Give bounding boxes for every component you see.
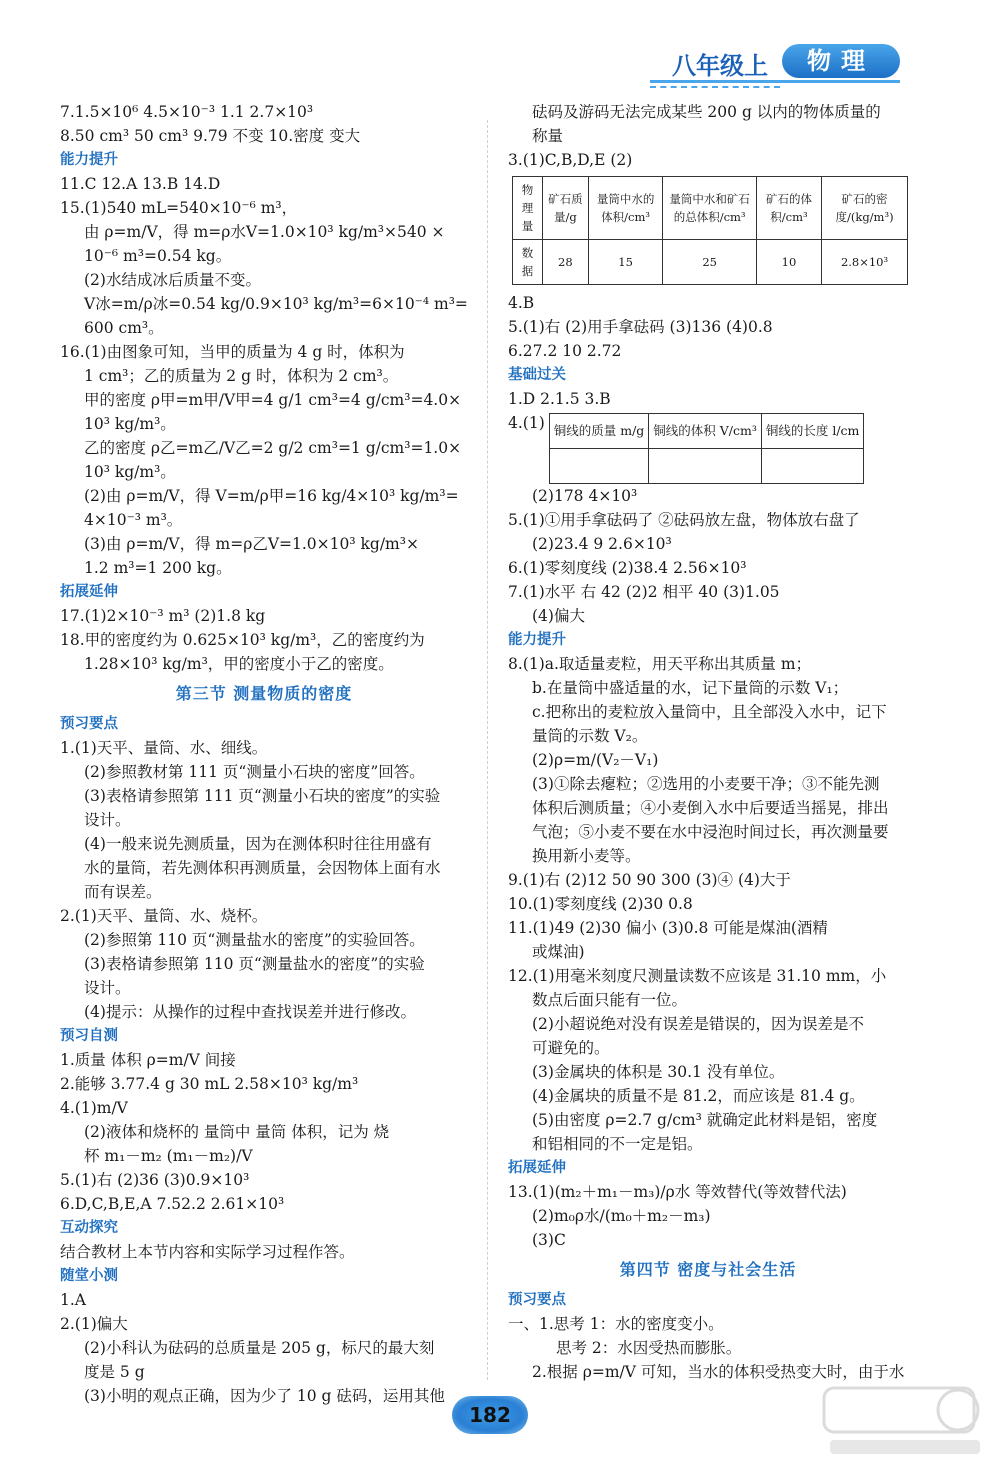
answer-line: 2.(1)天平、量筒、水、烧杯。 (60, 907, 268, 925)
answer-line: 气泡；⑤小麦不要在水中浸泡时间过长，再次测量要 (532, 823, 889, 841)
subheading: 预习要点 (60, 716, 118, 732)
table-header-cell: 量筒中水和矿石的总体积/cm³ (663, 177, 756, 240)
answer-line: (5)由密度 ρ=2.7 g/cm³ 就确定此材料是铝，密度 (532, 1111, 878, 1129)
section-title: 第三节 测量物质的密度 (175, 684, 353, 703)
table-cell (649, 449, 762, 484)
table-header-cell: 铜线的体积 V/cm³ (649, 414, 762, 449)
answer-line: (3)金属块的体积是 30.1 没有单位。 (532, 1063, 785, 1081)
answer-line: (3)①除去瘪粒；②选用的小麦要干净；③不能先测 (532, 775, 880, 793)
answer-line: 11.(1)49 (2)30 偏小 (3)0.8 可能是煤油(酒精 (508, 919, 828, 937)
page-header (580, 44, 900, 84)
subheading: 能力提升 (508, 632, 566, 648)
answer-line: 2.(1)偏大 (60, 1315, 128, 1333)
answer-line: 量筒的示数 V₂。 (532, 727, 648, 745)
answer-line: 和铝相同的不一定是铝。 (532, 1135, 703, 1153)
table-cell: 数据 (513, 240, 543, 285)
answer-line: (2)小科认为砝码的总质量是 205 g，标尺的最大刻 (84, 1339, 435, 1357)
answer-line: 体积后测质量；④小麦倒入水中后要适当摇晃，排出 (532, 799, 889, 817)
answer-line: 4.(1)m/V (60, 1099, 128, 1117)
answer-line: 1.28×10³ kg/m³，甲的密度小于乙的密度。 (84, 655, 394, 673)
answer-line: 可避免的。 (532, 1039, 610, 1057)
answer-line: 乙的密度 ρ乙=m乙/V乙=2 g/2 cm³=1 g/cm³=1.0× (84, 439, 462, 457)
subheading: 互动探究 (60, 1220, 118, 1236)
table-header-row (549, 414, 864, 449)
answer-line: 8.(1)a.取适量麦粒，用天平称出其质量 m； (508, 655, 812, 673)
answer-line: (3)表格请参照第 110 页“测量盐水的密度”的实验 (84, 955, 425, 973)
answer-line: 6.D,C,B,E,A 7.52.2 2.61×10³ (60, 1195, 285, 1213)
answer-line: 2.根据 ρ=m/V 可知，当水的体积受热变大时，由于水 (532, 1363, 905, 1381)
answer-line: 6.(1)零刻度线 (2)38.4 2.56×10³ (508, 559, 747, 577)
subject-badge: 物理 (782, 44, 900, 78)
answer-line: 7.(1)水平 右 42 (2)2 相平 40 (3)1.05 (508, 583, 780, 601)
column-divider (487, 120, 488, 1380)
table-header-row (513, 177, 908, 240)
header-underline (650, 80, 900, 83)
answer-line: 2.能够 3.77.4 g 30 mL 2.58×10³ kg/m³ (60, 1075, 359, 1093)
table-cell (761, 449, 864, 484)
answer-line: 或煤油) (532, 943, 585, 961)
answer-line: 5.(1)右 (2)36 (3)0.9×10³ (60, 1171, 250, 1189)
answer-line: 1.(1)天平、量筒、水、细线。 (60, 739, 268, 757)
table-cell: 15 (588, 240, 663, 285)
copper-wire-table (549, 413, 865, 484)
subheading: 基础过关 (508, 367, 566, 383)
table-header-cell: 铜线的长度 l/cm (761, 414, 864, 449)
answer-line: c.把称出的麦粒放入量筒中，且全部没入水中，记下 (532, 703, 887, 721)
answer-line: 结合教材上本节内容和实际学习过程作答。 (60, 1243, 355, 1261)
table-row (513, 240, 908, 285)
answer-line: (3)表格请参照第 111 页“测量小石块的密度”的实验 (84, 787, 441, 805)
question-4-row (508, 411, 908, 484)
answer-line: 设计。 (84, 979, 131, 997)
answer-line: 砝码及游码无法完成某些 200 g 以内的物体质量的 (532, 103, 881, 121)
subheading: 拓展延伸 (508, 1160, 566, 1176)
answer-line: 1.2 m³=1 200 kg。 (84, 559, 232, 577)
answer-line: 18.甲的密度约为 0.625×10³ kg/m³，乙的密度约为 (60, 631, 425, 649)
answer-line: 度是 5 g (84, 1363, 145, 1381)
answer-line: b.在量筒中盛适量的水，记下量筒的示数 V₁； (532, 679, 849, 697)
subheading: 随堂小测 (60, 1268, 118, 1284)
answer-line: 1.A (60, 1291, 86, 1309)
answer-line: 换用新小麦等。 (532, 847, 641, 865)
answer-line: (2)由 ρ=m/V，得 V=m/ρ甲=16 kg/4×10³ kg/m³= (84, 487, 459, 505)
answer-line: 一、1.思考 1：水的密度变小。 (508, 1315, 724, 1333)
section-title: 第四节 密度与社会生活 (619, 1260, 797, 1279)
answer-line: 5.(1)右 (2)用手拿砝码 (3)136 (4)0.8 (508, 318, 773, 336)
table-header-cell: 矿石的密度/(kg/m³) (822, 177, 908, 240)
ore-density-table (512, 176, 908, 285)
answer-line: (2)液体和烧杯的 量筒中 量筒 体积，记为 烧 (84, 1123, 390, 1141)
subheading: 拓展延伸 (60, 584, 118, 600)
subheading: 预习自测 (60, 1028, 118, 1044)
answer-line: 1.D 2.1.5 3.B (508, 390, 611, 408)
answer-line: (2)小超说绝对没有误差是错误的，因为误差是不 (532, 1015, 864, 1033)
answer-line: (2)ρ=m/(V₂－V₁) (532, 751, 659, 769)
answer-line: (4)偏大 (532, 607, 585, 625)
table-header-cell: 铜线的质量 m/g (549, 414, 649, 449)
answer-line: 思考 2：水因受热而膨胀。 (556, 1339, 742, 1357)
answer-line: 6.27.2 10 2.72 (508, 342, 622, 360)
answer-line: 10⁻⁶ m³=0.54 kg。 (84, 247, 232, 265)
answer-line: 1 cm³；乙的质量为 2 g 时，体积为 2 cm³。 (84, 367, 399, 385)
right-column (508, 100, 908, 1384)
answer-line: (2)水结成冰后质量不变。 (84, 271, 261, 289)
answer-line: 10³ kg/m³。 (84, 463, 176, 481)
answer-line: 称量 (532, 127, 564, 145)
answer-line: (4)提示：从操作的过程中查找误差并进行修改。 (84, 1003, 416, 1021)
answer-line: 10.(1)零刻度线 (2)30 0.8 (508, 895, 693, 913)
table-row (549, 449, 864, 484)
table-header-cell: 矿石的体积/cm³ (756, 177, 821, 240)
answer-line: 17.(1)2×10⁻³ m³ (2)1.8 kg (60, 607, 266, 625)
grade-label: 八年级上 (672, 52, 768, 80)
answer-line: 15.(1)540 mL=540×10⁻⁶ m³， (60, 199, 298, 217)
answer-line: 5.(1)①用手拿砝码了 ②砝码放左盘，物体放右盘了 (508, 511, 860, 529)
answer-line: 8.50 cm³ 50 cm³ 9.79 不变 10.密度 变大 (60, 127, 361, 145)
answer-line: 11.C 12.A 13.B 14.D (60, 175, 221, 193)
answer-line: 7.1.5×10⁶ 4.5×10⁻³ 1.1 2.7×10³ (60, 103, 314, 121)
answer-line: (3)小明的观点正确，因为少了 10 g 砝码，运用其他 (84, 1387, 445, 1405)
answer-line: 13.(1)(m₂＋m₁－m₃)/ρ水 等效替代(等效替代法) (508, 1183, 847, 1201)
answer-line: 12.(1)用毫米刻度尺测量读数不应该是 31.10 mm，小 (508, 967, 887, 985)
table-cell: 25 (663, 240, 756, 285)
answer-line: 4.B (508, 294, 535, 312)
answer-line: (2)参照第 110 页“测量盐水的密度”的实验回答。 (84, 931, 425, 949)
page-number: 182 (452, 1396, 528, 1434)
answer-line: 3.(1)C,B,D,E (2) (508, 151, 633, 169)
answer-line: (3)由 ρ=m/V，得 m=ρ乙V=1.0×10³ kg/m³× (84, 535, 419, 553)
table-header-cell: 矿石质量/g (542, 177, 588, 240)
answer-line: 4.(1) (508, 414, 545, 432)
answer-line: 设计。 (84, 811, 131, 829)
table-cell: 10 (756, 240, 821, 285)
answer-line: 水的量筒，若先测体积再测质量，会因物体上面有水 (84, 859, 441, 877)
answer-line: 数点后面只能有一位。 (532, 991, 688, 1009)
answer-line: 甲的密度 ρ甲=m甲/V甲=4 g/1 cm³=4 g/cm³=4.0× (84, 391, 462, 409)
watermark-logo (820, 1380, 990, 1460)
answer-line: 16.(1)由图象可知，当甲的质量为 4 g 时，体积为 (60, 343, 405, 361)
table-header-cell: 物理量 (513, 177, 543, 240)
table-cell: 28 (542, 240, 588, 285)
answer-line: 9.(1)右 (2)12 50 90 300 (3)④ (4)大于 (508, 871, 791, 889)
answer-line: 600 cm³。 (84, 319, 164, 337)
answer-line: (3)C (532, 1231, 566, 1249)
answer-line: 1.质量 体积 ρ=m/V 间接 (60, 1051, 236, 1069)
answer-line: V冰=m/ρ冰=0.54 kg/0.9×10³ kg/m³=6×10⁻⁴ m³= (84, 295, 468, 313)
answer-line: 杯 m₁－m₂ (m₁－m₂)/V (84, 1147, 253, 1165)
answer-line: (2)178 4×10³ (532, 487, 638, 505)
answer-line: 10³ kg/m³。 (84, 415, 176, 433)
answer-line: 4×10⁻³ m³。 (84, 511, 183, 529)
answer-line: (4)金属块的质量不是 81.2，而应该是 81.4 g。 (532, 1087, 865, 1105)
table-header-cell: 量筒中水的体积/cm³ (588, 177, 663, 240)
subheading: 能力提升 (60, 152, 118, 168)
left-column (60, 100, 468, 1408)
table-cell (549, 449, 649, 484)
answer-line: 由 ρ=m/V，得 m=ρ水V=1.0×10³ kg/m³×540 × (84, 223, 445, 241)
answer-line: 而有误差。 (84, 883, 162, 901)
header-dash (650, 86, 780, 88)
answer-line: (2)m₀ρ水/(m₀＋m₂－m₃) (532, 1207, 711, 1225)
table-cell: 2.8×10³ (822, 240, 908, 285)
subheading: 预习要点 (508, 1292, 566, 1308)
answer-line: (2)23.4 9 2.6×10³ (532, 535, 672, 553)
answer-line: (2)参照教材第 111 页“测量小石块的密度”回答。 (84, 763, 425, 781)
answer-line: (4)一般来说先测质量，因为在测体积时往往用盛有 (84, 835, 432, 853)
